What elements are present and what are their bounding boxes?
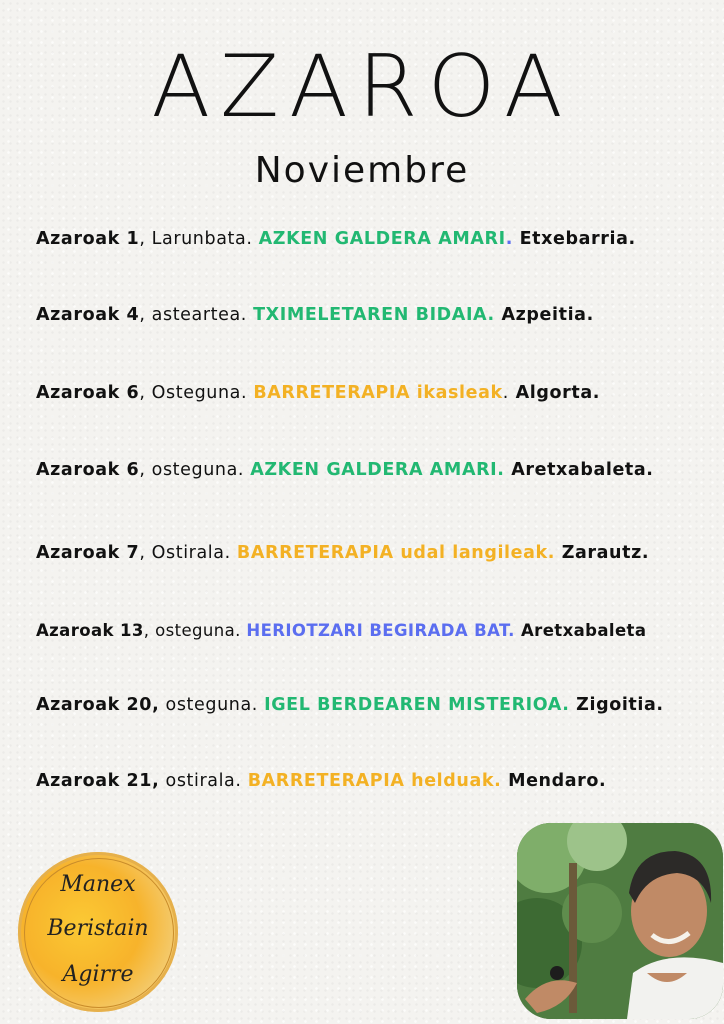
event-day: Ostirala.: [145, 543, 237, 563]
event-separator: ,: [143, 621, 150, 640]
event-separator: ,: [139, 383, 146, 403]
event-show-end: .: [502, 383, 509, 403]
event-row: [36, 695, 664, 715]
event-date: Azaroak 6: [36, 460, 140, 480]
event-separator: ,: [139, 305, 146, 325]
event-day: ostirala.: [159, 771, 248, 791]
seal-name-middle: Beristain: [47, 916, 149, 941]
event-row: [36, 305, 594, 325]
event-day: Larunbata.: [145, 229, 259, 249]
event-row: [36, 621, 646, 640]
event-place: Mendaro.: [501, 771, 607, 791]
event-date: Azaroak 1: [36, 229, 140, 249]
event-row: [36, 543, 649, 563]
event-show: BARRETERAPIA helduak.: [247, 771, 502, 791]
event-row: [36, 383, 600, 403]
event-date: Azaroak 20,: [36, 695, 160, 715]
portrait-illustration: [517, 823, 723, 1019]
event-separator: ,: [139, 460, 146, 480]
event-day: Osteguna.: [145, 383, 254, 403]
event-show: IGEL BERDEAREN MISTERIOA.: [264, 695, 570, 715]
event-show: BARRETERAPIA udal langileak.: [236, 543, 556, 563]
event-place: Zigoitia.: [569, 695, 664, 715]
event-date: Azaroak 4: [36, 305, 140, 325]
event-place: Azpeitia.: [494, 305, 594, 325]
event-separator: ,: [139, 229, 146, 249]
event-place: Algorta.: [508, 383, 600, 403]
event-date: Azaroak 7: [36, 543, 140, 563]
event-place: Etxebarria.: [512, 229, 636, 249]
event-date: Azaroak 13: [36, 621, 144, 640]
page-subtitle: Noviembre: [254, 150, 470, 191]
event-date: Azaroak 21,: [36, 771, 160, 791]
event-row: [36, 229, 636, 249]
event-show: HERIOTZARI BEGIRADA BAT.: [246, 621, 515, 640]
event-place: Zarautz.: [555, 543, 650, 563]
seal-name-first: Manex: [60, 872, 136, 897]
event-day: osteguna.: [159, 695, 265, 715]
event-show: BARRETERAPIA ikasleak: [253, 383, 503, 403]
event-day: asteartea.: [145, 305, 254, 325]
event-show-end: .: [505, 229, 513, 249]
event-day: osteguna.: [145, 460, 251, 480]
event-date: Azaroak 6: [36, 383, 140, 403]
event-row: [36, 771, 606, 791]
event-show: TXIMELETAREN BIDAIA.: [253, 305, 495, 325]
event-place: Aretxabaleta: [514, 621, 647, 640]
event-separator: ,: [139, 543, 146, 563]
seal-name-last: Agirre: [62, 962, 134, 987]
event-show: AZKEN GALDERA AMARI.: [250, 460, 505, 480]
event-row: [36, 460, 654, 480]
event-day: osteguna.: [149, 621, 247, 640]
event-place: Aretxabaleta.: [504, 460, 654, 480]
page-title: AZAROA: [151, 37, 573, 137]
event-show: AZKEN GALDERA AMARI: [258, 229, 506, 249]
portrait-photo: [517, 823, 723, 1019]
